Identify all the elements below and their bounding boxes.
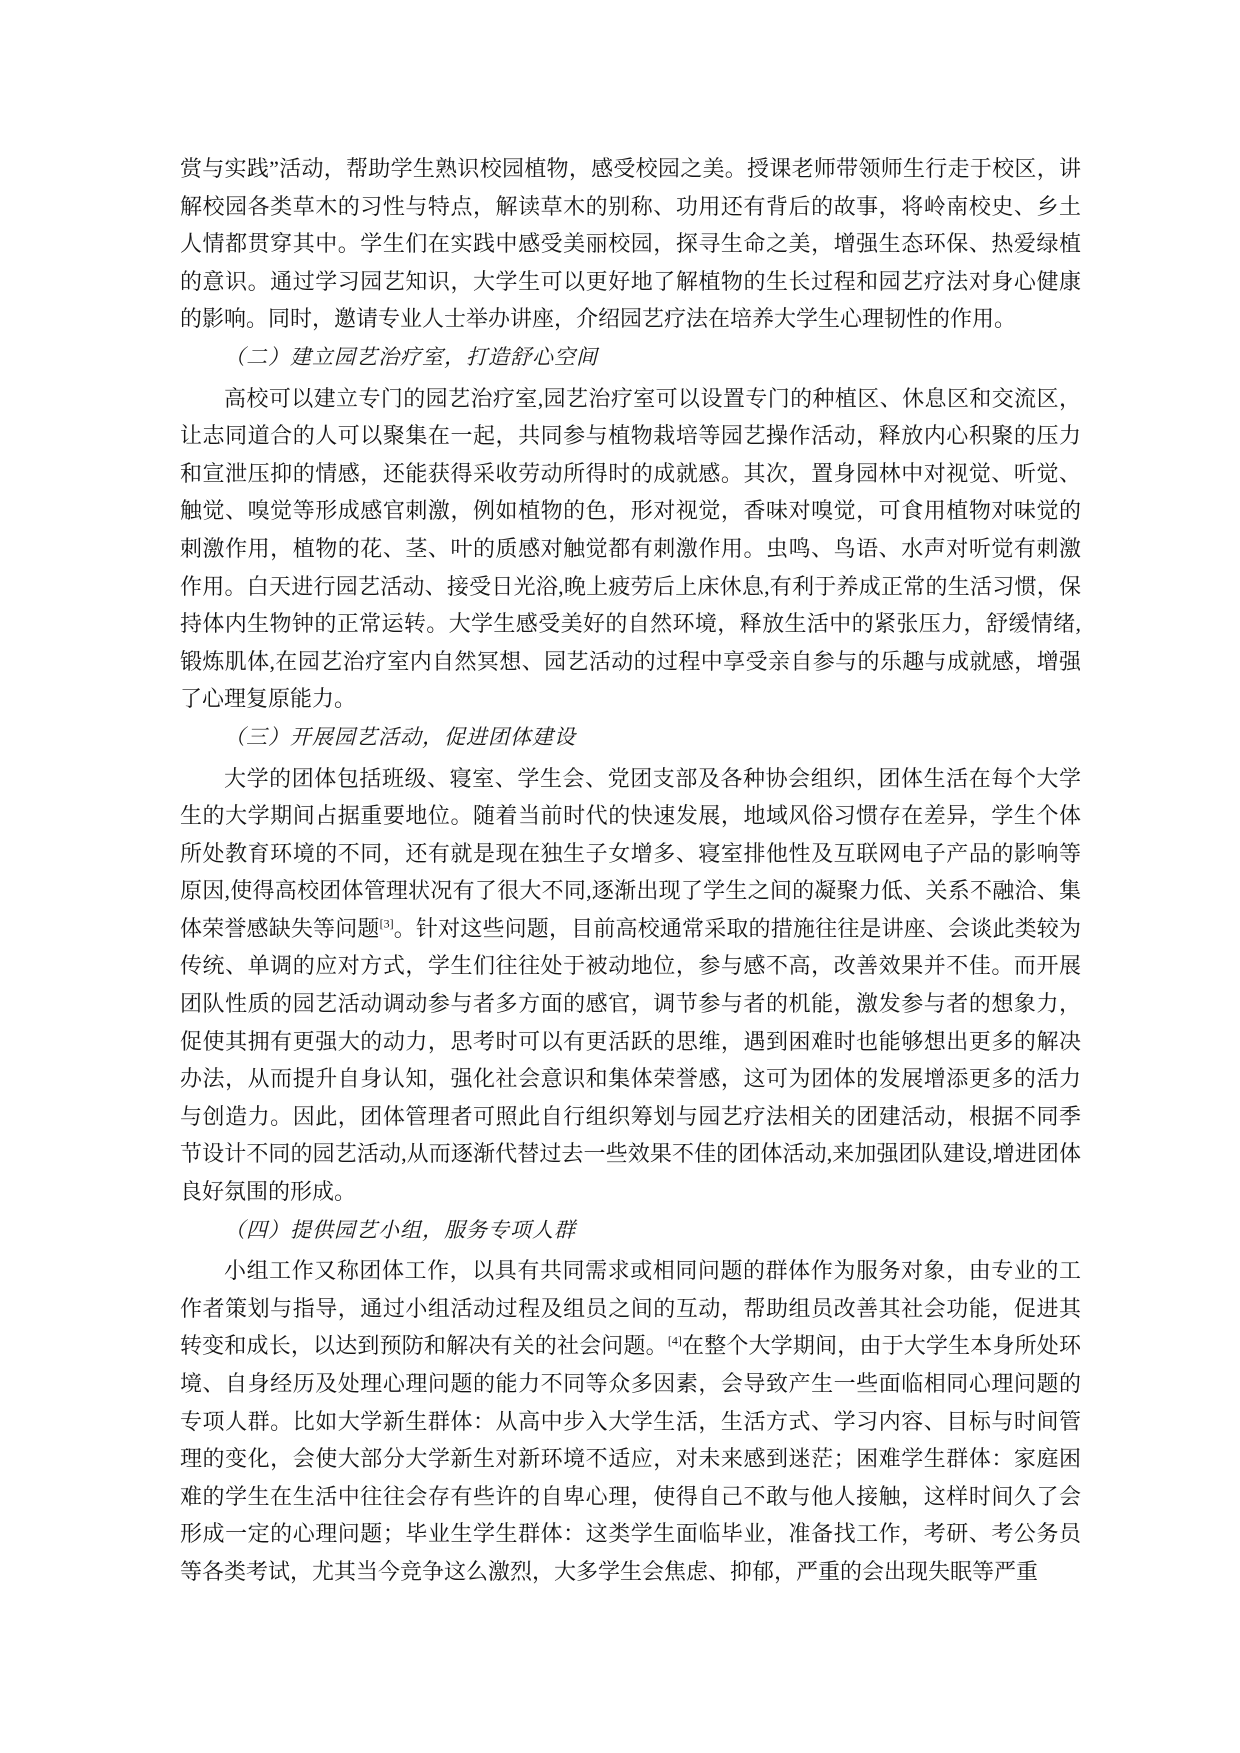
text-run: 在整个大学期间，由于大学生本身所处环境、自身经历及处理心理问题的能力不同等众多因素，会导致产生一些面临相同心理问题的专项人群。比如大学新生群体：从高中步入大学生活，生活方式、学习内容、目标与时间管理的变化，会使大部分大学新生对新环境不适应，对未来感到迷茫；困难学生群体：家庭困难的学生在生活中往往会存有些许的自卑心理，使得自己不敢与他人接触，这样时间久了会形成一定的心理问题；毕业生学生群体：这类学生面临毕业，准备找工作，考研、考公务员等各类考试，尤其当今竞争这么激烈，大多学生会焦虑、抑郁，严重的会出现失眠等严重 [180, 1333, 1081, 1584]
text-run: 。针对这些问题，目前高校通常采取的措施往往是讲座、会谈此类较为传统、单调的应对方式，学生们往往处于被动地位，参与感不高，改善效果并不佳。而开展团队性质的园艺活动调动参与者多方面的感官，调节参与者的机能，激发参与者的想象力，促使其拥有更强大的动力，思考时可以有更活跃的思维，遇到困难时也能够想出更多的解决办法，从而提升自身认知，强化社会意识和集体荣誉感，这可为团体的发展增添更多的活力与创造力。因此，团体管理者可照此自行组织筹划与园艺疗法相关的团建活动，根据不同季节设计不同的园艺活动,从而逐渐代替过去一些效果不佳的团体活动,来加强团队建设,增进团体良好氛围的形成。 [180, 915, 1081, 1205]
text-run: （二）建立园艺治疗室，打造舒心空间 [224, 344, 598, 369]
section-heading [180, 719, 1081, 757]
document-content [180, 150, 1081, 1591]
body-paragraph [180, 150, 1081, 338]
body-paragraph [180, 380, 1081, 718]
text-run: （四）提供园艺小组，服务专项人群 [224, 1217, 576, 1242]
text-run: 小组工作又称团体工作，以具有共同需求或相同问题的群体作为服务对象，由专业的工作者策划与指导，通过小组活动过程及组员之间的互动，帮助组员改善其社会功能，促进其转变和成长，以达到预防和解决有关的社会问题。 [180, 1258, 1081, 1359]
text-run: 赏与实践”活动，帮助学生熟识校园植物，感受校园之美。授课老师带领师生行走于校区，讲解校园各类草木的习性与特点，解读草木的别称、功用还有背后的故事，将岭南校史、乡土人情都贯穿其中。学生们在实践中感受美丽校园，探寻生命之美，增强生态环保、热爱绿植的意识。通过学习园艺知识，大学生可以更好地了解植物的生长过程和园艺疗法对身心健康的影响。同时，邀请专业人士举办讲座，介绍园艺疗法在培养大学生心理韧性的作用。 [180, 156, 1081, 332]
citation-ref: [4] [667, 1334, 682, 1349]
body-paragraph [180, 1252, 1081, 1590]
text-run: 高校可以建立专门的园艺治疗室,园艺治疗室可以设置专门的种植区、休息区和交流区，让志同道合的人可以聚集在一起，共同参与植物栽培等园艺操作活动，释放内心积聚的压力和宣泄压抑的情感，还能获得采收劳动所得时的成就感。其次，置身园林中对视觉、听觉、触觉、嗅觉等形成感官刺激，例如植物的色，形对视觉，香味对嗅觉，可食用植物对味觉的刺激作用，植物的花、茎、叶的质感对触觉都有刺激作用。虫鸣、鸟语、水声对听觉有刺激作用。白天进行园艺活动、接受日光浴,晚上疲劳后上床休息,有利于养成正常的生活习惯，保持体内生物钟的正常运转。大学生感受美好的自然环境，释放生活中的紧张压力，舒缓情绪,锻炼肌体,在园艺治疗室内自然冥想、园艺活动的过程中享受亲自参与的乐趣与成就感，增强了心理复原能力。 [180, 385, 1081, 712]
section-heading [180, 1212, 1081, 1250]
body-paragraph [180, 760, 1081, 1211]
section-heading [180, 339, 1081, 377]
text-run: 大学的团体包括班级、寝室、学生会、党团支部及各种协会组织，团体生活在每个大学生的大学期间占据重要地位。随着当前时代的快速发展，地域风俗习惯存在差异，学生个体所处教育环境的不同，还有就是现在独生子女增多、寝室排他性及互联网电子产品的影响等原因,使得高校团体管理状况有了很大不同,逐渐出现了学生之间的凝聚力低、关系不融洽、集体荣誉感缺失等问题 [180, 765, 1081, 941]
citation-ref: [3] [379, 916, 394, 931]
text-run: （三）开展园艺活动，促进团体建设 [224, 724, 576, 749]
